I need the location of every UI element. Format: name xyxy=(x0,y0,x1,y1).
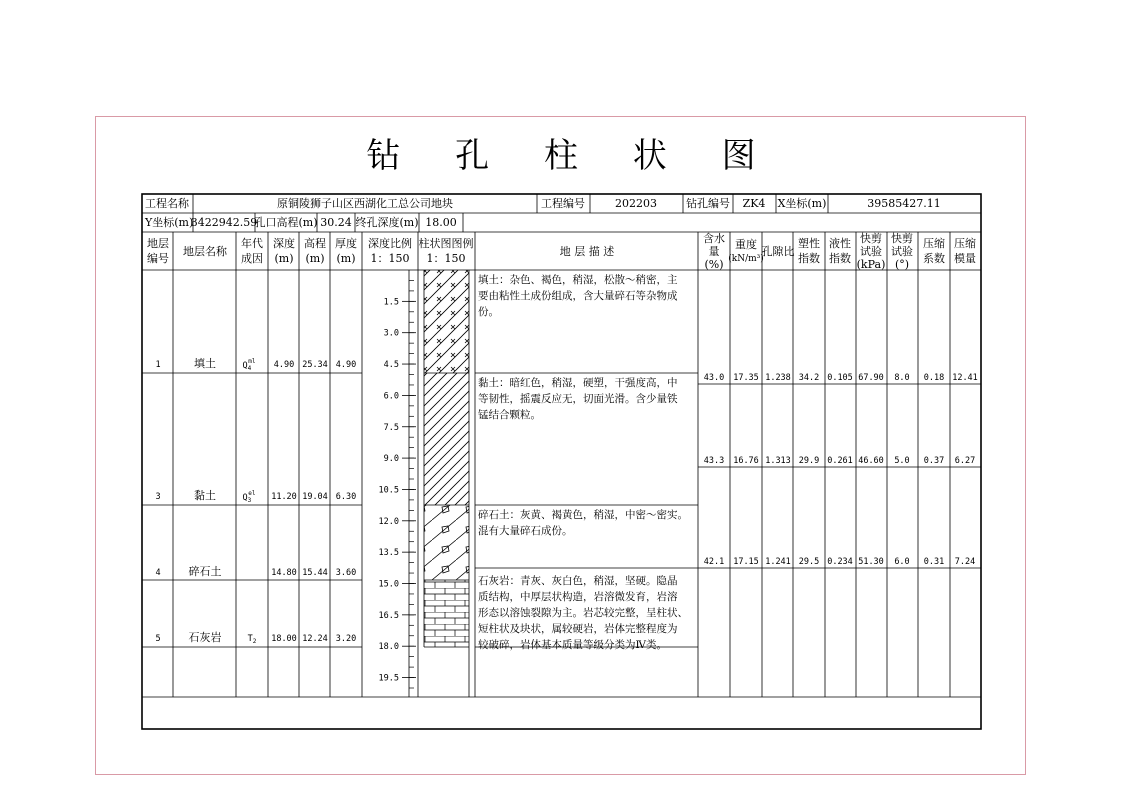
header-scale: 深度比例 1：150 xyxy=(368,237,412,265)
header-comp-mod: 压缩模量 xyxy=(954,237,976,265)
sample-3-water: 42.1 xyxy=(703,557,725,567)
scale-tick-label: 15.0 xyxy=(378,579,399,590)
sample-3-ip: 29.5 xyxy=(798,557,820,567)
project-name-label: 工程名称 xyxy=(145,197,189,210)
sample-3-es: 7.24 xyxy=(954,557,976,567)
scale-tick-label: 3.0 xyxy=(383,328,399,339)
header-plastic: 塑性指数 xyxy=(798,237,820,265)
layer-5-age: $T_2$ xyxy=(247,634,257,645)
sample-1-es: 12.41 xyxy=(952,373,978,383)
layer-3-age: $Q_3el$ xyxy=(242,490,256,504)
sample-2-es: 6.27 xyxy=(954,456,976,466)
scale-tick-label: 19.5 xyxy=(378,673,399,684)
layer-4-name: 碎石土 xyxy=(188,565,222,578)
header-column: 柱状图图例 1：150 xyxy=(418,237,474,265)
sample-2-density: 16.76 xyxy=(733,456,759,466)
header-liquid: 液性指数 xyxy=(829,237,851,265)
sample-3-av: 0.31 xyxy=(923,557,945,567)
elevation: 30.24 xyxy=(320,216,352,229)
sample-1-il: 0.105 xyxy=(827,373,853,383)
layer-1-name: 填土 xyxy=(194,357,216,370)
layer-3-no: 3 xyxy=(155,492,161,502)
layer-1-no: 1 xyxy=(155,360,161,370)
y-coord-label: Y坐标(m) xyxy=(145,216,194,229)
scale-tick-label: 9.0 xyxy=(383,454,399,465)
sample-3-c: 51.30 xyxy=(858,557,884,567)
header-water: 含水量(%) xyxy=(703,232,725,271)
layer-1-desc: 填土：杂色、褐色，稍湿，松散～稍密，主 要由粘性土成份组成，含大量碎石等杂物成 份。 xyxy=(478,274,678,318)
y-coord: 3422942.59 xyxy=(190,216,258,229)
project-no: 202203 xyxy=(615,197,657,210)
header-layer-name: 地层名称 xyxy=(183,245,227,258)
pattern-gravel xyxy=(424,505,469,580)
layer-4-elev: 15.44 xyxy=(302,568,328,578)
sample-1-ip: 34.2 xyxy=(798,373,820,383)
layer-5-no: 5 xyxy=(155,634,161,644)
project-name: 原铜陵狮子山区西湖化工总公司地块 xyxy=(277,197,453,210)
scale-tick-label: 18.0 xyxy=(378,642,399,653)
header-shear-c: 快剪试验(kPa) xyxy=(856,232,886,271)
sample-2-c: 46.60 xyxy=(858,456,884,466)
sample-1-av: 0.18 xyxy=(923,373,945,383)
sample-2-il: 0.261 xyxy=(827,456,853,466)
layer-5-depth: 18.00 xyxy=(271,634,297,644)
layer-1-elev: 25.34 xyxy=(302,360,328,370)
sample-3-density: 17.15 xyxy=(733,557,759,567)
page-title: 钻 孔 柱 状 图 xyxy=(366,136,778,176)
header-comp-coef: 压缩系数 xyxy=(923,237,945,265)
header-layer-no: 地层编号 xyxy=(147,237,169,265)
scale-tick-label: 13.5 xyxy=(378,548,399,559)
layer-1-age: $Q_4ml$ xyxy=(242,358,256,372)
layer-1-depth: 4.90 xyxy=(273,360,295,370)
header-description: 地 层 描 述 xyxy=(559,245,615,258)
pattern-clay xyxy=(424,373,469,505)
scale-tick-label: 10.5 xyxy=(378,485,399,496)
sample-2-av: 0.37 xyxy=(923,456,945,466)
layer-5-desc: 石灰岩：青灰、灰白色，稍湿，坚硬。隐晶 质结构，中厚层状构造，岩溶微发育，岩溶 形态以溶蚀裂隙为主。岩芯较完整，呈柱状、 短柱状及块状，属较硬岩，岩体完整程度为 较破碎，岩体基本质量等级分类为Ⅳ类。 xyxy=(478,575,688,651)
sample-3-phi: 6.0 xyxy=(894,557,910,567)
layer-1-thick: 4.90 xyxy=(335,360,357,370)
sample-1-phi: 8.0 xyxy=(894,373,910,383)
layer-5-elev: 12.24 xyxy=(302,634,328,644)
sample-2-phi: 5.0 xyxy=(894,456,910,466)
header-thickness: 厚度(m) xyxy=(335,237,357,265)
header-shear-phi: 快剪试验(°) xyxy=(891,232,913,271)
sample-1-void: 1.238 xyxy=(765,373,791,383)
scale-tick-label: 12.0 xyxy=(378,516,399,527)
scale-tick-label: 16.5 xyxy=(378,610,399,621)
header-depth: 深度(m) xyxy=(273,237,295,265)
layer-3-depth: 11.20 xyxy=(271,492,297,502)
final-depth: 18.00 xyxy=(425,216,457,229)
layer-3-desc: 黏土：暗红色，稍湿，硬塑，干强度高，中 等韧性，摇震反应无，切面光滑。含少量铁 锰结合颗粒。 xyxy=(478,377,678,421)
layer-4-depth: 14.80 xyxy=(271,568,297,578)
x-coord: 39585427.11 xyxy=(867,197,941,210)
sample-2-void: 1.313 xyxy=(765,456,791,466)
pattern-limestone xyxy=(424,580,469,647)
scale-tick-label: 1.5 xyxy=(383,297,399,308)
x-coord-label: X坐标(m) xyxy=(777,197,827,210)
layer-4-desc: 碎石土：灰黄、褐黄色，稍湿，中密～密实。 混有大量碎石成份。 xyxy=(478,509,688,537)
sample-3-void: 1.241 xyxy=(765,557,791,567)
hole-no-label: 钻孔编号 xyxy=(686,197,730,210)
layer-3-elev: 19.04 xyxy=(302,492,328,502)
scale-tick-label: 6.0 xyxy=(383,391,399,402)
depth-scale xyxy=(379,280,416,688)
scale-tick-label: 4.5 xyxy=(383,360,399,371)
layer-4-no: 4 xyxy=(155,568,161,578)
final-depth-label: 终孔深度(m) xyxy=(355,216,419,229)
layer-5-thick: 3.20 xyxy=(335,634,357,644)
layer-4-thick: 3.60 xyxy=(335,568,357,578)
elevation-label: 孔口高程(m) xyxy=(254,216,318,229)
sample-1-c: 67.90 xyxy=(858,373,884,383)
sample-1-density: 17.35 xyxy=(733,373,759,383)
layer-5-name: 石灰岩 xyxy=(188,631,222,644)
sample-1-water: 43.0 xyxy=(703,373,725,383)
hole-no: ZK4 xyxy=(742,197,766,210)
project-no-label: 工程编号 xyxy=(541,197,585,210)
layer-3-name: 黏土 xyxy=(194,489,216,502)
sample-2-water: 43.3 xyxy=(703,456,725,466)
layer-3-thick: 6.30 xyxy=(335,492,357,502)
header-void-ratio: 孔隙比 xyxy=(761,245,795,258)
header-density: 重度(kN/m³) xyxy=(728,238,764,264)
header-elevation: 高程(m) xyxy=(304,237,326,265)
header-age: 年代成因 xyxy=(241,237,263,265)
pattern-fill xyxy=(424,270,469,373)
sample-2-ip: 29.9 xyxy=(798,456,820,466)
sample-3-il: 0.234 xyxy=(827,557,853,567)
scale-tick-label: 7.5 xyxy=(383,422,399,433)
